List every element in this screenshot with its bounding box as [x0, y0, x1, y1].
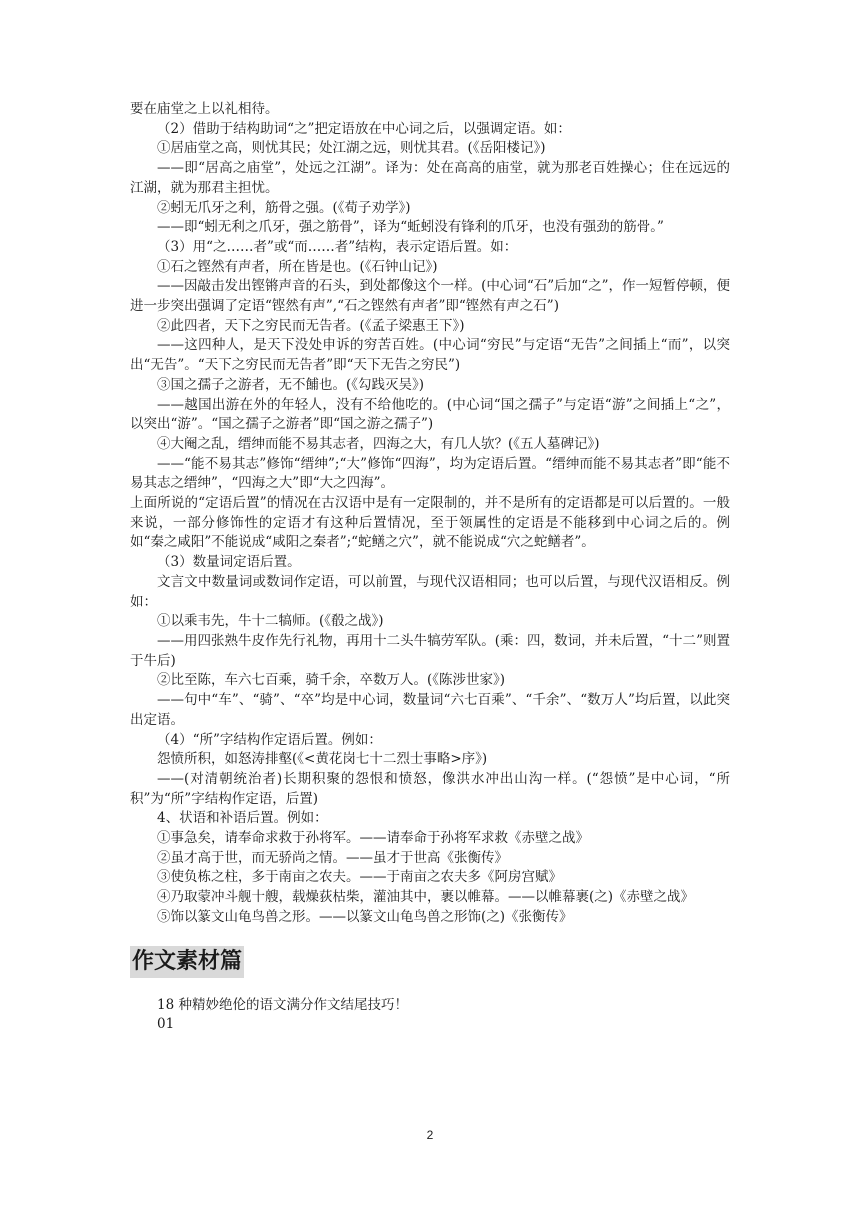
- paragraph: ②此四者，天下之穷民而无告者。(《孟子梁惠王下》): [157, 317, 465, 334]
- page-number: 2: [426, 1128, 434, 1142]
- paragraph: （4）“所”字结构作定语后置。例如：: [157, 731, 382, 748]
- paragraph: ④大阉之乱，缙绅而能不易其志者，四海之大，有几人欤？(《五人墓碑记》): [157, 435, 600, 452]
- essay-material-section: [130, 996, 730, 1035]
- page-content: [130, 100, 730, 1035]
- paragraph: ⑤饰以篆文山龟鸟兽之形。——以篆文山龟鸟兽之形饰(之)《张衡传》: [157, 908, 573, 925]
- paragraph: ——“能不易其志”修饰“缙绅”;“大”修饰“四海”，均为定语后置。“缙绅而能不易其志者”即“能不易其志之缙绅”，“四海之大”即“大之四海”。: [130, 455, 730, 492]
- paragraph: 18 种精妙绝伦的语文满分作文结尾技巧！: [157, 996, 408, 1013]
- paragraph: ①石之铿然有声者，所在皆是也。(《石钟山记》): [157, 258, 438, 275]
- paragraph: ——用四张熟牛皮作先行礼物，再用十二头牛犒劳军队。(乘：四，数词，并未后置，“十二”则置于牛后): [130, 632, 730, 669]
- paragraph: ——(对清朝统治者)长期积聚的怨恨和愤怒，像洪水冲出山沟一样。(“怨愤”是中心词，“所积”为“所”字结构作定语，后置): [130, 770, 730, 807]
- paragraph: ③使负栋之柱，多于南亩之农夫。——于南亩之农夫多《阿房宫赋》: [157, 869, 562, 886]
- paragraph: （3）数量词定语后置。: [157, 554, 301, 571]
- paragraph: ①以乘韦先，牛十二犒师。(《殽之战》): [157, 613, 384, 630]
- paragraph: ②蚓无爪牙之利，筋骨之强。(《荀子劝学》): [157, 199, 411, 216]
- paragraph: 01: [157, 1016, 175, 1033]
- paragraph: ④乃取蒙冲斗舰十艘，载燥荻枯柴，灌油其中，裹以帷幕。——以帷幕裹(之)《赤壁之战》: [157, 889, 695, 906]
- paragraph: 文言文中数量词或数词作定语，可以前置，与现代汉语相同；也可以后置，与现代汉语相反。例如：: [130, 573, 730, 610]
- paragraph: ——因敲击发出铿锵声音的石头，到处都像这个一样。(中心词“石”后加“之”，作一短暂停顿，便进一步突出强调了定语“铿然有声”,“石之铿然有声者”即“铿然有声之石”): [130, 278, 730, 315]
- section-heading: 作文素材篇: [130, 946, 244, 978]
- paragraph: ——句中“车”、“骑”、“卒”均是中心词，数量词“六七百乘”、“千余”、“数万人”均后置，以此突出定语。: [130, 692, 730, 728]
- paragraph: ——即“居高之庙堂”，处远之江湖”。译为：处在高高的庙堂，就为那老百姓操心；住在远远的江湖，就为那君主担忧。: [130, 160, 730, 196]
- paragraph: ③国之孺子之游者，无不餔也。(《勾践灭吴》): [157, 376, 425, 393]
- paragraph: 怨愤所积，如怒涛排壑(《<黄花岗七十二烈士事略>序》): [157, 751, 488, 768]
- paragraph: ——即“蚓无利之爪牙，强之筋骨”，译为“蚯蚓没有锋利的爪牙，也没有强劲的筋骨。”: [157, 219, 664, 236]
- paragraph: ②比至陈，车六七百乘，骑千余，卒数万人。(《陈涉世家》): [157, 672, 506, 689]
- paragraph: ——这四种人，是天下没处申诉的穷苦百姓。(中心词“穷民”与定语“无告”之间插上“而”，以突出“无告”。“天下之穷民而无告者”即“天下无告之穷民”): [130, 337, 730, 374]
- paragraph: 4、状语和补语后置。例如：: [157, 810, 328, 827]
- paragraph: （3）用“之……者”或“而……者”结构，表示定语后置。如：: [157, 238, 518, 255]
- paragraph: ①居庙堂之高，则忧其民；处江湖之远，则忧其君。(《岳阳楼记》): [157, 140, 546, 157]
- paragraph: 要在庙堂之上以礼相待。: [130, 101, 279, 117]
- paragraph: ②虽才高于世，而无骄尚之情。——虽才于世高《张衡传》: [157, 849, 508, 866]
- paragraph: ①事急矣，请奉命求救于孙将军。——请奉命于孙将军求救《赤壁之战》: [157, 830, 589, 847]
- paragraph: 上面所说的“定语后置”的情况在古汉语中是有一定限制的，并不是所有的定语都是可以后置的。一般来说，一部分修饰性的定语才有这种后置情况，至于领属性的定语是不能移到中心词之后的。例如“秦之咸阳”不能说成“咸阳之秦者”;“蛇鳝之穴”，就不能说成“穴之蛇鳝者”。: [130, 495, 730, 551]
- paragraph: （2）借助于结构助词“之”把定语放在中心词之后，以强调定语。如：: [157, 120, 571, 137]
- grammar-notes-section: [130, 100, 730, 928]
- paragraph: ——越国出游在外的年轻人，没有不给他吃的。(中心词“国之孺子”与定语“游”之间插上“之”，以突出“游”。“国之孺子之游者”即“国之游之孺子”): [130, 396, 730, 433]
